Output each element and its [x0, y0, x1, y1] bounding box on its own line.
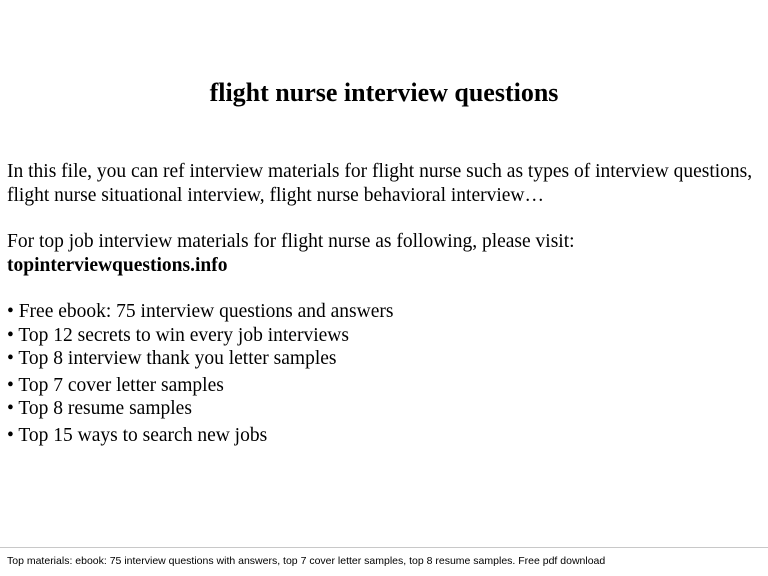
footer-divider [0, 547, 768, 548]
footer-text: Top materials: ebook: 75 interview questions with answers, top 7 cover letter samples, top 8 resume samples. Free pdf download [7, 555, 606, 567]
site-link[interactable]: topinterviewquestions.info [7, 255, 228, 276]
visit-text: For top job interview materials for flight nurse as following, please visit: [7, 231, 575, 252]
resource-list [7, 300, 761, 447]
list-item: • Top 7 cover letter samples [7, 374, 224, 396]
list-item: • Top 12 secrets to win every job interviews [7, 324, 349, 346]
visit-block [7, 230, 761, 278]
list-item: • Free ebook: 75 interview questions and answers [7, 301, 394, 322]
list-item: • Top 8 resume samples [7, 398, 192, 419]
list-item: • Top 15 ways to search new jobs [7, 424, 268, 446]
list-item: • Top 8 interview thank you letter samples [7, 348, 337, 369]
slide-content [7, 160, 761, 447]
page-title: flight nurse interview questions [209, 78, 559, 107]
intro-paragraph: In this file, you can ref interview materials for flight nurse such as types of interview questions, flight nurse situational interview, flight nurse behavioral interview… [7, 161, 753, 206]
